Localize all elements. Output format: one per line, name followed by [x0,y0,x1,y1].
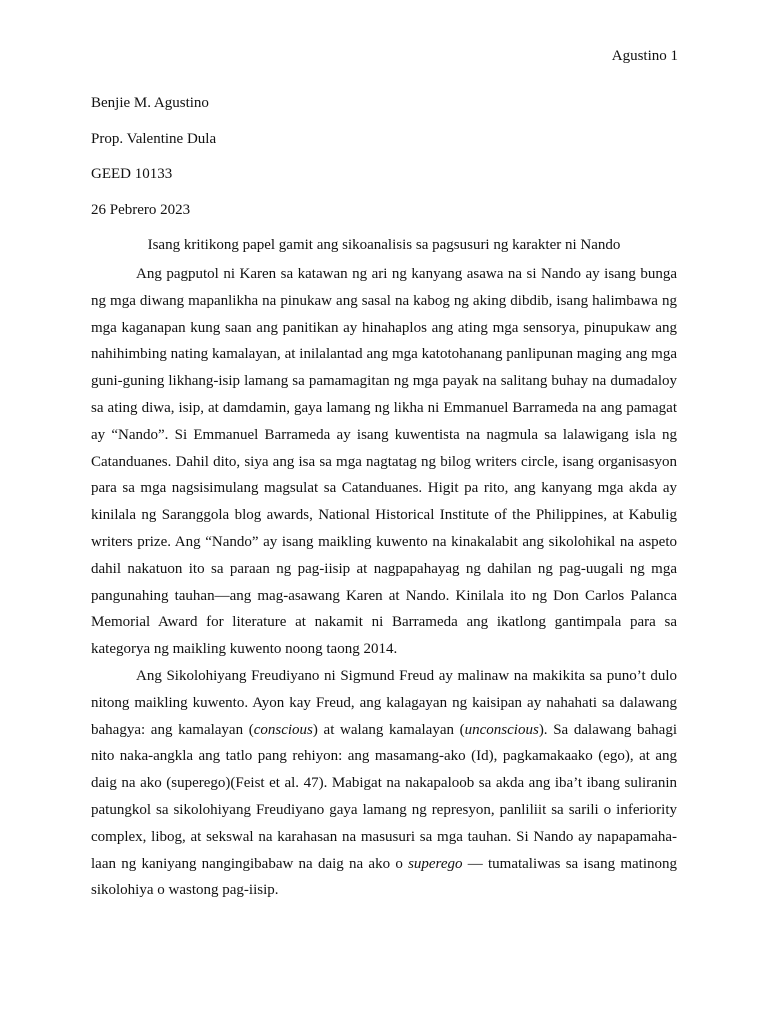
text-line: dahil nakatuon ito sa paraan ng pag-iisip at nagpapahayag ng dahilan ng pag-uugali ng mga [91,560,677,577]
text-line: sa ating diwa, isip, at damdamin, gaya lamang ng likha ni Emmanuel Barrameda na ang pamagat [91,399,677,416]
paragraph-1 [91,261,677,663]
text-line [91,717,677,744]
text-line: Ang pagputol ni Karen sa katawan ng ari ng kanyang asawa na si Nando ay isang bunga [136,266,677,282]
author-name: Benjie M. Agustino [91,95,209,111]
text-line: nito naka-angkla ang tatlo pang rehiyon: ang masamang-ako (Id), pagkamakaako (ego), at ang [91,748,677,765]
text-line: pangunahing tauhan—ang mag-asawang Karen at Nando. Kinilala ito ng Don Carlos Palanca [91,587,677,604]
text-line: daig na ako (superego)(Feist et al. 47). Mabigat na nakapaloob sa akda ang iba’t ibang suliranin [91,775,677,792]
italic-term: superego [408,855,463,872]
paragraph-2 [91,663,677,904]
text-line: patungkol sa sikolohiyang Freudiyano gaya lamang ng represyon, panliliit sa sarili o inferiority [91,801,677,818]
course-code: GEED 10133 [91,166,173,182]
text-line: nahihimbing nating kamalayan, at inilalantad ang mga katotohanang panlipunan maging ang mga [91,346,677,363]
document-date: 26 Pebrero 2023 [91,202,191,218]
text-line: guni-guning likhang-isip lamang sa pamamagitan ng mga payak na salitang buhay na dumadaloy [91,373,677,390]
body-text [91,261,677,904]
text-line: Memorial Award for literature at nakamit ni Barrameda ang ikatlong gantimpala para sa [91,614,677,631]
paper-title: Isang kritikong papel gamit ang sikoanalisis sa pagsusuri ng karakter ni Nando [147,237,621,253]
professor-name: Prop. Valentine Dula [91,131,217,147]
text-line: ay “Nando”. Si Emmanuel Barrameda ay isang kuwentista na nagmula sa lalawigang isla ng [91,426,677,443]
text-line: writers prize. Ang “Nando” ay isang maikling kuwento na kinakalabit ang sikolohikal na aspeto [91,533,677,550]
running-head: Agustino 1 [611,48,678,64]
italic-term: conscious [253,721,313,738]
text-line: para sa mga nagsisimulang magsulat sa Catanduanes. Higit pa rito, ang kanyang mga akda ay [91,480,677,497]
text-line: sikolohiya o wastong pag-iisip. [91,882,279,899]
text-span: laan ng kaniyang nangingibabaw na daig na ako o [91,855,409,872]
text-span: ). Sa dalawang bahagi [538,721,677,738]
text-span: bahagya: ang kamalayan ( [91,721,254,738]
text-line: ng mga diwang mapanlikha na pinukaw ang sasal na kabog ng aking dibdib, isang halimbawa ng [91,292,677,309]
text-line: kinilala ng Saranggola blog awards, National Historical Institute of the Philippines, at Kabulig [91,507,677,524]
italic-term: unconscious [464,721,539,738]
text-line: nitong maikling kuwento. Ayon kay Freud, ang kalagayan ng kaisipan ay nahahati sa dalawang [91,694,677,711]
text-line [91,851,677,878]
text-line: mga kaganapan kung saan ang panitikan ay hinahaplos ang ating mga sensorya, pinupukaw ang [91,319,677,336]
text-line: Ang Sikolohiyang Freudiyano ni Sigmund Freud ay malinaw na makikita sa puno’t dulo [136,667,677,684]
text-line: kategorya ng maikling kuwento noong taong 2014. [91,641,398,658]
text-span: ) at walang kamalayan ( [312,721,465,738]
text-span: — tumataliwas sa isang matinong [462,855,677,872]
text-line: Catanduanes. Dahil dito, siya ang isa sa mga nagtatag ng bilog writers circle, isang organisasyon [91,453,677,470]
text-line: complex, libog, at sekswal na karahasan na masusuri sa mga tauhan. Si Nando ay napapamaha- [91,828,677,845]
